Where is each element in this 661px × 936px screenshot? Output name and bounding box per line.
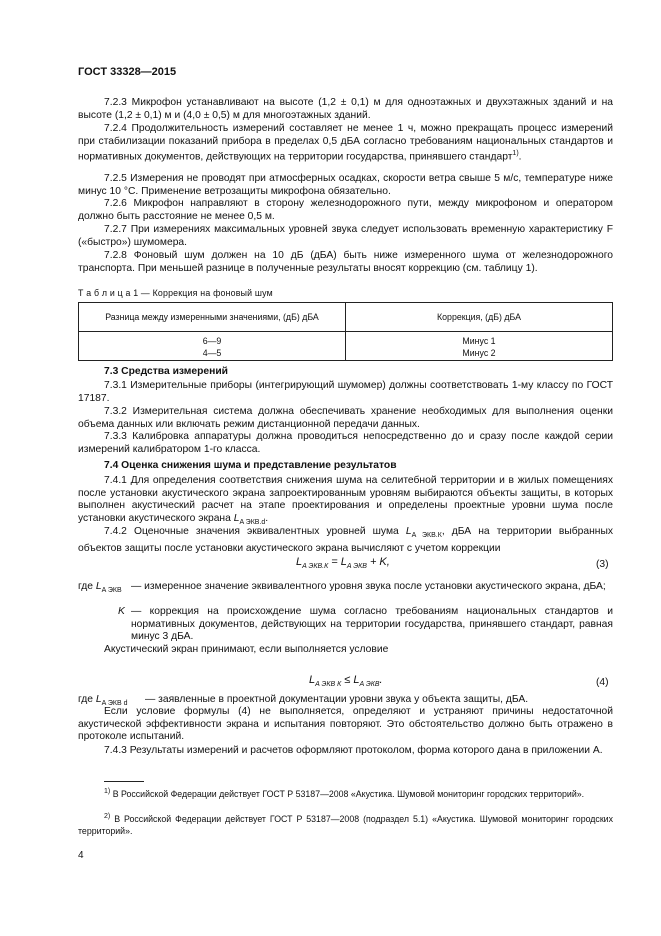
section-7-3-title: 7.3 Средства измерений [104, 366, 229, 377]
para-7-2-3: 7.2.3 Микрофон устанавливают на высоте (1,2 ± 0,1) м для одноэтажных и двухэтажных зданий и на высоте (1,2 ± 0,1) м и (4,0 ± 0,5) м для многоэтажных зданий. [78, 97, 613, 121]
footnote-divider [104, 781, 144, 782]
table-cell: 4—5 [79, 347, 346, 361]
formula-4: $L_{A ЭКВ К} \le L_{A ЭКВ}$. [309, 674, 383, 688]
where-label-2: где $L_{A ЭКВ d}$ [78, 694, 128, 707]
where-definition-3: — заявленные в проектной документации уровни звука у объекта защиты, дБА. [145, 694, 529, 705]
para-7-3-2: 7.3.2 Измерительная система должна обеспечивать хранение необходимых для выполнения оценки объема данных или включать режим дистанционной передачи данных. [78, 406, 613, 430]
table-row [79, 332, 613, 348]
table-cell: Минус 2 [346, 347, 613, 361]
footnote-2: $^{2)}$ В Российской Федерации действует ГОСТ Р 53187—2008 (подраздел 5.1) «Акустика. Шумовой мониторинг городских территорий». [78, 813, 613, 836]
para-7-2-7: 7.2.7 При измерениях максимальных уровней звука следует использовать временную характеристику F («быстро») шумомера. [78, 224, 613, 248]
formula-3-number: (3) [596, 559, 609, 570]
acceptance-condition: Акустический экран принимают, если выполняется условие [104, 644, 389, 655]
where-definition-2: — коррекция на происхождение шума согласно требованиям национальных стандартов и нормативных документов, действующих на территории государства, принявшего стандарт, равная минус 3 дБА. [131, 606, 613, 643]
para-7-2-6: 7.2.6 Микрофон направляют в сторону железнодорожного пути, между микрофоном и оператором должно быть расстояние не менее 0,5 м. [78, 198, 613, 222]
where-label: где $L_{A ЭКВ}$ [78, 581, 122, 594]
page-header: ГОСТ 33328—2015 [78, 66, 177, 78]
section-7-4-title: 7.4 Оценка снижения шума и представление результатов [104, 460, 397, 471]
table-cell: Минус 1 [346, 332, 613, 348]
para-7-4-3: 7.4.3 Результаты измерений и расчетов оформляют протоколом, форма которого дана в приложении А. [104, 745, 603, 756]
para-7-3-1: 7.3.1 Измерительные приборы (интегрирующий шумомер) должны соответствовать 1-му классу по ГОСТ 17187. [78, 380, 613, 404]
para-7-2-5: 7.2.5 Измерения не проводят при атмосферных осадках, скорости ветра свыше 5 м/с, температуре ниже минус 10 °С. Применение ветрозащиты микрофона обязательно. [78, 173, 613, 197]
table-header-row [79, 303, 613, 332]
para-7-2-8: 7.2.8 Фоновый шум должен на 10 дБ (дБА) быть ниже измеренного шума от железнодорожного транспорта. При меньшей разнице в полученные результаты вносят коррекцию (см. таблицу 1). [78, 250, 613, 274]
table-cell: 6—9 [79, 332, 346, 348]
table-header-cell: Разница между измеренными значениями, (дБ) дБА [79, 303, 346, 332]
where-k-symbol: K [118, 606, 125, 617]
para-7-3-3: 7.3.3 Калибровка аппаратуры должна проводиться непосредственно до и сразу после каждой серии измерений калибратором 1-го класса. [78, 431, 613, 455]
page-number: 4 [78, 850, 84, 861]
table-row [79, 347, 613, 361]
para-7-4-2: 7.4.2 Оценочные значения эквивалентных уровней шума $L_{A ЭКВ.К}$, дБА на территории выбранных объектов защиты после установки акустического экрана вычисляют с учетом коррекции [78, 526, 613, 554]
para-condition-fail: Если условие формулы (4) не выполняется, определяют и устраняют причины недостаточной акустической эффективности экрана и испытания повторяют. Это обстоятельство должно быть отражено в протоколе испытаний. [78, 706, 613, 743]
formula-4-number: (4) [596, 677, 609, 688]
where-definition-1: — измеренное значение эквивалентного уровня звука после установки акустического экрана, дБА; [131, 581, 606, 592]
formula-3: $L_{A ЭКВ.К} = L_{A ЭКВ} + K$, [296, 556, 390, 570]
table-caption: Т а б л и ц а 1 — Коррекция на фоновый шум [78, 288, 273, 298]
para-7-4-1: 7.4.1 Для определения соответствия снижения шума на селитебной территории и в жилых помещениях после установки акустического экрана запроектированным уровням выбираются объекты защиты, в которых выполнен акустический расчет на этапе проектирования и определены проектные уровни шума после установки акустического экрана $L_{A ЭКВ.d}$. [78, 475, 613, 526]
para-7-2-4: 7.2.4 Продолжительность измерений составляет не менее 1 ч, можно прекращать процесс измерений при стабилизации показаний прибора в пределах 0,5 дБА согласно требованиям национальных стандартов и нормативных документов, действующих на территории государства, принявшего стандарт$^{1)}$. [78, 123, 613, 163]
correction-table [78, 302, 613, 361]
footnote-1: $^{1)}$ В Российской Федерации действует ГОСТ Р 53187—2008 «Акустика. Шумовой мониторинг городских территорий». [104, 788, 585, 799]
table-header-cell: Коррекция, (дБ) дБА [346, 303, 613, 332]
